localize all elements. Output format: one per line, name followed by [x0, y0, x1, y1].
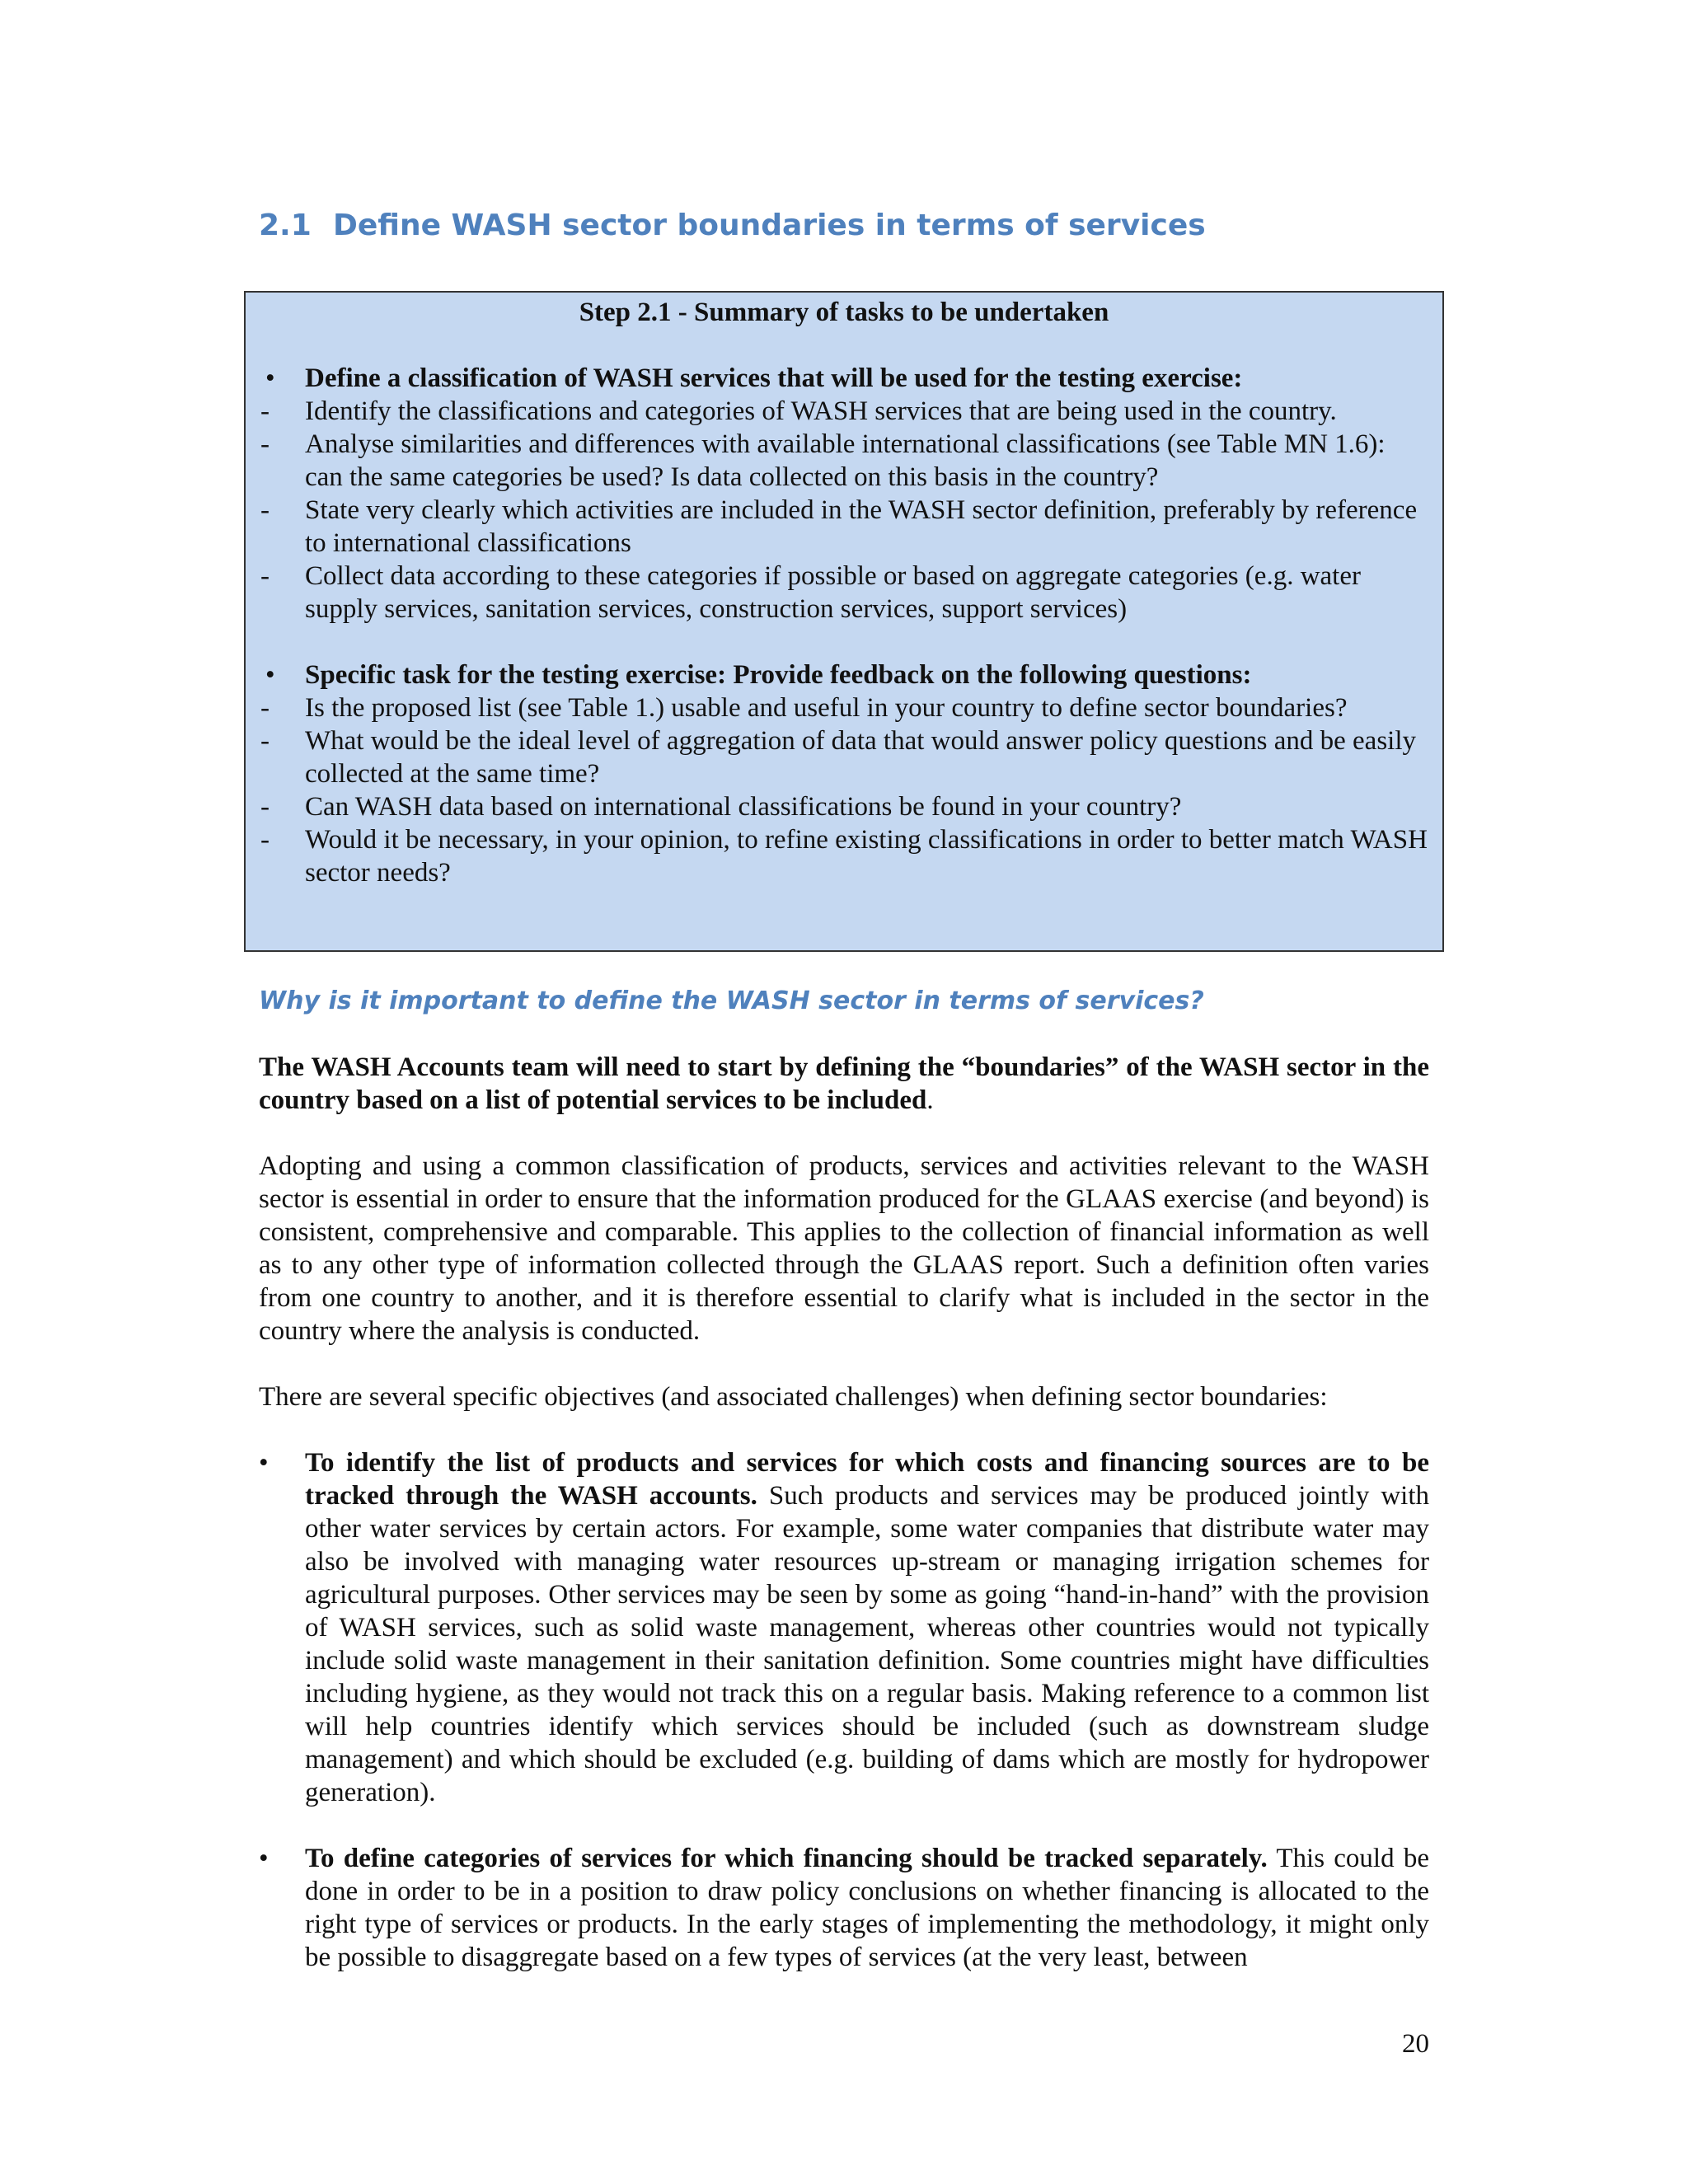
intro-paragraph	[259, 1051, 1429, 1117]
summary-dash-text: Would it be necessary, in your opinion, to refine existing classifications in order to better match WASH sector needs?	[305, 825, 1428, 888]
intro-bold-text: The WASH Accounts team will need to start by defining the “boundaries” of the WASH sector in the country based on a list of potential services to be included	[259, 1052, 1429, 1115]
spacer	[259, 1347, 1429, 1380]
summary-dash-item	[259, 560, 1429, 626]
summary-bullet-lead: Specific task for the testing exercise: Provide feedback on the following questions:	[305, 660, 1252, 690]
summary-dash-item	[259, 724, 1429, 790]
summary-dash-text: Can WASH data based on international classifications be found in your country?	[305, 792, 1182, 822]
objective-item	[259, 1842, 1429, 1974]
summary-bullet-lead: Define a classification of WASH services that will be used for the testing exercise:	[305, 363, 1243, 393]
bullet-icon: •	[265, 660, 275, 690]
spacer	[259, 329, 1429, 362]
objective-text: Such products and services may be produced jointly with other water services by certain actors. For example, some water companies that distribute water may also be involved with managing water resources up-stream or managing irrigation schemes for agricultural purposes. Other services may be seen by some as going “hand-in-hand” with the provision of WASH services, such as solid waste management, whereas other countries would not typically include solid waste management in their sanitation definition. Some countries might have difficulties including hygiene, as they would not track this on a regular basis. Making reference to a common list will help countries identify which services should be included (such as downstream sludge management) and which should be excluded (e.g. building of dams which are mostly for hydropower generation).	[305, 1481, 1430, 1807]
dash-icon: -	[260, 693, 270, 723]
body-paragraph: Adopting and using a common classification of products, services and activities relevant to the WASH sector is essential in order to ensure that the information produced for the GLAAS exercise (and beyond) is consistent, comprehensive and comparable. This applies to the collection of financial information as well as to any other type of information collected through the GLAAS report. Such a definition often varies from one country to another, and it is therefore essential to clarify what is included in the sector in the country where the analysis is conducted.	[259, 1151, 1429, 1346]
bullet-icon: •	[259, 1448, 269, 1478]
dash-icon: -	[260, 825, 270, 855]
summary-box-title: Step 2.1 - Summary of tasks to be undertaken	[579, 298, 1109, 327]
page-number: 20	[1402, 2029, 1429, 2059]
summary-bullet	[259, 658, 1429, 691]
summary-dash-text: Collect data according to these categories if possible or based on aggregate categories (e.g. water supply services, sanitation services, construction services, support services)	[305, 561, 1361, 624]
intro-tail-text: .	[926, 1085, 934, 1115]
dash-icon: -	[260, 429, 270, 459]
summary-dash-item	[259, 494, 1429, 560]
summary-box	[244, 291, 1444, 952]
section-heading	[259, 208, 1206, 243]
summary-dash-text: Analyse similarities and differences with available international classifications (see Table MN 1.6): can the same categories be used? Is data collected on this basis in the country?	[305, 429, 1386, 492]
dash-icon: -	[260, 396, 270, 426]
section-title: Define WASH sector boundaries in terms of services	[333, 209, 1206, 242]
section-number: 2.1	[259, 209, 312, 242]
spacer	[259, 626, 1429, 658]
summary-dash-item	[259, 691, 1429, 724]
summary-dash-text: Identify the classifications and categories of WASH services that are being used in the country.	[305, 396, 1337, 426]
objective-lead: To identify the list of products and services for which costs and financing sources are to be tracked through the WASH accounts.	[305, 1448, 1429, 1511]
objective-text: This could be done in order to be in a position to draw policy conclusions on whether financing is allocated to the right type of services or products. In the early stages of implementing the methodology, it might only be possible to disaggregate based on a few types of services (at the very least, between	[305, 1844, 1429, 1972]
dash-icon: -	[260, 726, 270, 756]
summary-dash-item	[259, 395, 1429, 428]
summary-dash-item	[259, 823, 1429, 889]
bullet-icon: •	[265, 363, 275, 393]
summary-dash-item	[259, 790, 1429, 823]
body-paragraph: There are several specific objectives (and associated challenges) when defining sector boundaries:	[259, 1382, 1328, 1412]
body-text	[259, 1051, 1429, 1974]
subheading: Why is it important to define the WASH sector in terms of services?	[259, 987, 1204, 1015]
spacer	[259, 1809, 1429, 1842]
summary-dash-text: Is the proposed list (see Table 1.) usable and useful in your country to define sector boundaries?	[305, 693, 1348, 723]
dash-icon: -	[260, 792, 270, 822]
bullet-icon: •	[259, 1844, 269, 1873]
summary-dash-text: State very clearly which activities are included in the WASH sector definition, preferably by reference to international classifications	[305, 495, 1418, 558]
spacer	[259, 1413, 1429, 1446]
summary-dash-item	[259, 428, 1429, 494]
dash-icon: -	[260, 561, 270, 591]
objective-item	[259, 1446, 1429, 1809]
objective-lead: To define categories of services for which financing should be tracked separately.	[305, 1844, 1268, 1873]
summary-bullet	[259, 362, 1429, 395]
spacer	[259, 1117, 1429, 1150]
summary-dash-text: What would be the ideal level of aggregation of data that would answer policy questions and be easily collected at the same time?	[305, 726, 1417, 789]
dash-icon: -	[260, 495, 270, 525]
